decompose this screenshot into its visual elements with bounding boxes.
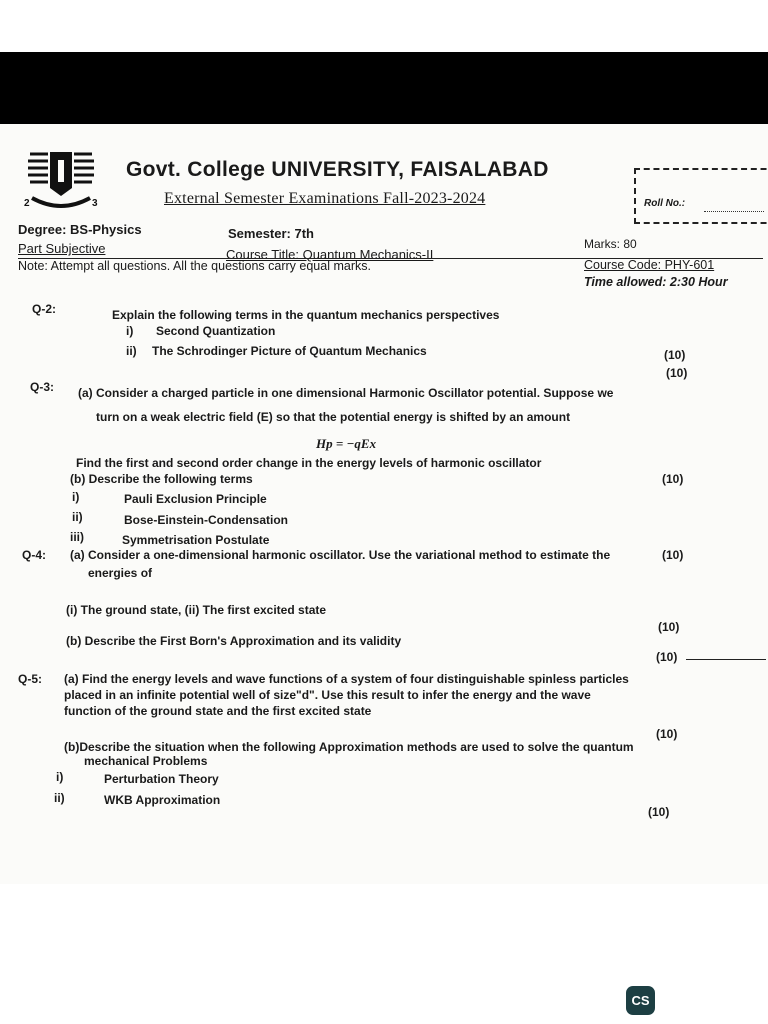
q3-part-a-line-2: turn on a weak electric field (E) so that the potential energy is shifted by an amount [96,410,571,424]
q2-number: Q-2: [32,302,56,316]
exam-title: External Semester Examinations Fall-2023-2024 [164,190,486,207]
q4-part-a-line-3: (i) The ground state, (ii) The first excited state [66,603,327,617]
university-logo [22,148,100,214]
roll-number-field [704,211,764,212]
q2-item-ii: The Schrodinger Picture of Quantum Mechanics [152,344,427,358]
q5-part-a-line-1: (a) Find the energy levels and wave functions of a system of four distinguishable spinless particles [64,672,629,686]
q3-item-iii-number: iii) [70,530,84,544]
q4-marks-b: (10) [656,650,678,664]
q4-part-b: (b) Describe the First Born's Approximation and its validity [66,634,402,648]
q5-marks-a: (10) [656,727,678,741]
q2-marks-2: (10) [666,366,688,380]
q4-underline [686,659,766,660]
total-marks: Marks: 80 [584,237,637,251]
q3-marks-a: (10) [662,472,684,486]
q5-item-ii-number: ii) [54,791,65,805]
svg-text:2: 2 [24,198,30,209]
q5-item-ii: WKB Approximation [104,793,221,807]
roll-number-box [634,168,768,224]
q5-item-i-number: i) [56,770,64,784]
q3-item-iii: Symmetrisation Postulate [122,533,270,547]
course-code: Course Code: PHY-601 [584,258,715,272]
q4-part-a-line-1: (a) Consider a one-dimensional harmonic oscillator. Use the variational method to estimate the [70,548,611,562]
q3-item-i: Pauli Exclusion Principle [124,492,267,506]
q3-number: Q-3: [30,380,54,394]
q2-marks-1: (10) [664,348,686,362]
time-allowed: Time allowed: 2:30 Hour [584,275,728,289]
university-name: Govt. College UNIVERSITY, FAISALABAD [126,158,549,181]
q4-number: Q-4: [22,548,46,562]
roll-number-label: Roll No.: [644,198,686,209]
note: Note: Attempt all questions. All the questions carry equal marks. [18,259,371,273]
q3-item-ii-number: ii) [72,510,83,524]
q5-marks-b: (10) [648,805,670,819]
semester: Semester: 7th [228,226,314,241]
q3-part-a-line-3: Find the first and second order change in the energy levels of harmonic oscillator [76,456,542,470]
q5-part-b-line-1: (b)Describe the situation when the following Approximation methods are used to solve the quantum [64,740,634,754]
q4-marks-a: (10) [658,620,680,634]
q3-part-b: (b) Describe the following terms [70,472,253,486]
q2-item-i: Second Quantization [156,324,276,338]
degree: Degree: BS-Physics [18,222,142,237]
q3-item-i-number: i) [72,490,80,504]
q5-part-a-line-3: function of the ground state and the first excited state [64,704,372,718]
q3-marks-b: (10) [662,548,684,562]
paper-part: Part Subjective [18,241,106,256]
q3-item-ii: Bose-Einstein-Condensation [124,513,289,527]
q2-item-i-number: i) [126,324,134,338]
top-black-band [0,52,768,124]
q5-number: Q-5: [18,672,42,686]
camscanner-logo: CS [626,986,655,1015]
q5-part-a-line-2: placed in an infinite potential well of size"d". Use this result to infer the energy and the wave [64,688,591,702]
q4-part-a-line-2: energies of [88,566,153,580]
q3-formula: Hp = −qEx [316,436,377,451]
q5-part-b-line-2: mechanical Problems [84,754,208,768]
course-title: Course Title: Quantum Mechanics-II [226,247,434,262]
q2-item-ii-number: ii) [126,344,137,358]
svg-text:3: 3 [92,198,98,209]
q3-part-a-line-1: (a) Consider a charged particle in one dimensional Harmonic Oscillator potential. Suppose we [78,386,614,400]
exam-paper [0,124,768,884]
q5-item-i: Perturbation Theory [104,772,219,786]
q2-prompt: Explain the following terms in the quantum mechanics perspectives [112,308,500,322]
